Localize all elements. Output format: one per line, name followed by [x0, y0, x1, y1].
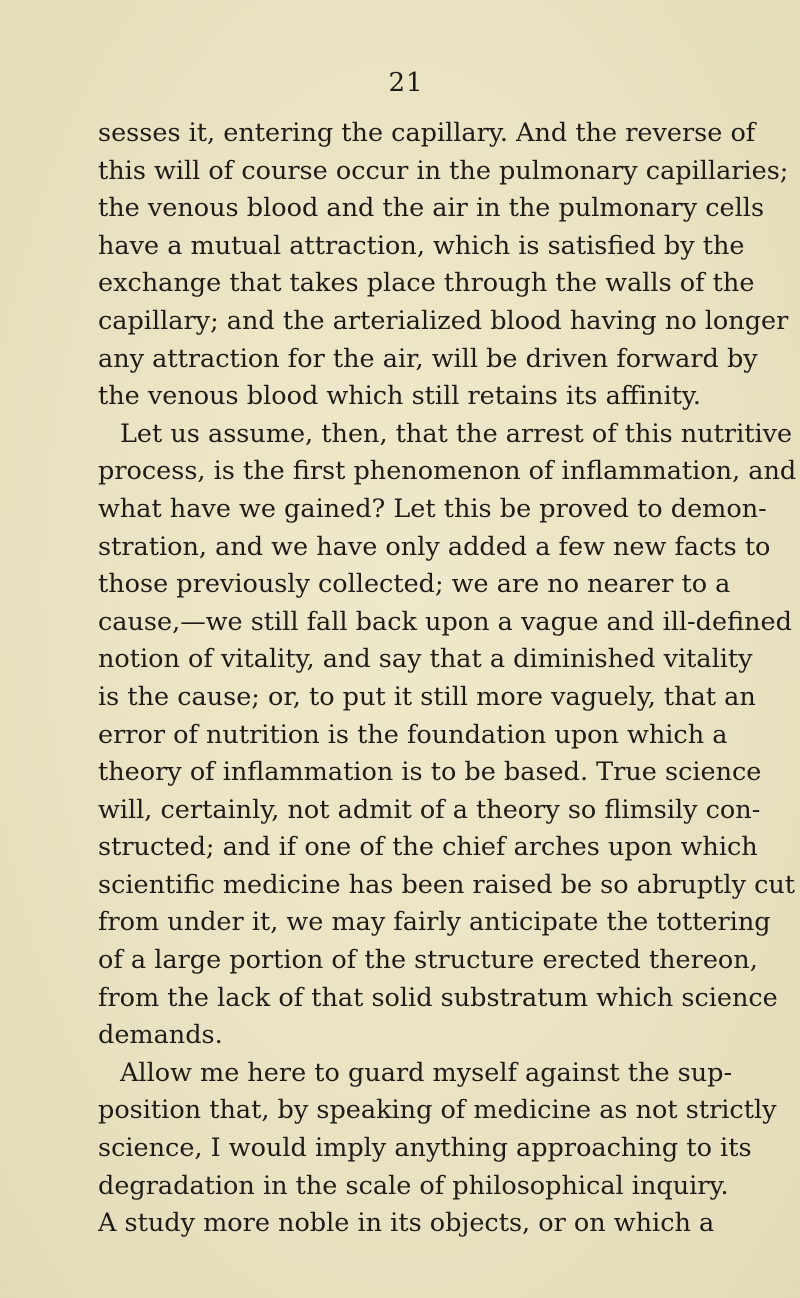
text-line: science, I would imply anything approaching to its	[98, 1133, 752, 1164]
text-line: stration, and we have only added a few new facts to	[98, 531, 771, 562]
text-line: theory of inflammation is to be based. True science	[98, 757, 762, 788]
text-line: from the lack of that solid substratum which science	[98, 982, 778, 1013]
text-line: Let us assume, then, that the arrest of this nutritive	[120, 418, 793, 449]
text-line: position that, by speaking of medicine as not strictly	[98, 1095, 777, 1126]
text-line: will, certainly, not admit of a theory so flimsily con-	[98, 794, 761, 825]
body-text	[98, 115, 797, 1243]
text-line: cause,—we still fall back upon a vague and ill-defined	[98, 606, 792, 637]
text-line: structed; and if one of the chief arches upon which	[98, 832, 758, 863]
text-line: error of nutrition is the foundation upon which a	[98, 719, 728, 750]
text-line: the venous blood and the air in the pulmonary cells	[98, 193, 765, 224]
text-line: scientific medicine has been raised be so abruptly cut	[98, 869, 796, 900]
text-line: this will of course occur in the pulmonary capillaries;	[98, 155, 789, 186]
text-line: any attraction for the air, will be driven forward by	[98, 343, 758, 374]
text-line: A study more noble in its objects, or on which a	[98, 1208, 715, 1239]
text-line: notion of vitality, and say that a diminished vitality	[98, 644, 753, 675]
text-line: Allow me here to guard myself against the sup-	[120, 1057, 733, 1088]
text-line: of a large portion of the structure erected thereon,	[98, 945, 758, 976]
text-line: exchange that takes place through the walls of the	[98, 268, 755, 299]
text-line: from under it, we may fairly anticipate the tottering	[98, 907, 771, 938]
page-number: 21	[388, 68, 424, 98]
text-line: process, is the first phenomenon of inflammation, and	[98, 456, 797, 487]
text-line: capillary; and the arterialized blood having no longer	[98, 305, 789, 336]
text-line: demands.	[98, 1020, 223, 1051]
text-line: those previously collected; we are no nearer to a	[98, 569, 731, 600]
text-line: what have we gained? Let this be proved to demon-	[98, 493, 767, 524]
text-line: sesses it, entering the capillary. And the reverse of	[98, 118, 756, 148]
text-line: the venous blood which still retains its affinity.	[98, 381, 702, 412]
text-line: is the cause; or, to put it still more vaguely, that an	[98, 681, 756, 712]
text-line: have a mutual attraction, which is satisfied by the	[98, 230, 745, 261]
text-line: degradation in the scale of philosophical inquiry.	[98, 1170, 729, 1201]
